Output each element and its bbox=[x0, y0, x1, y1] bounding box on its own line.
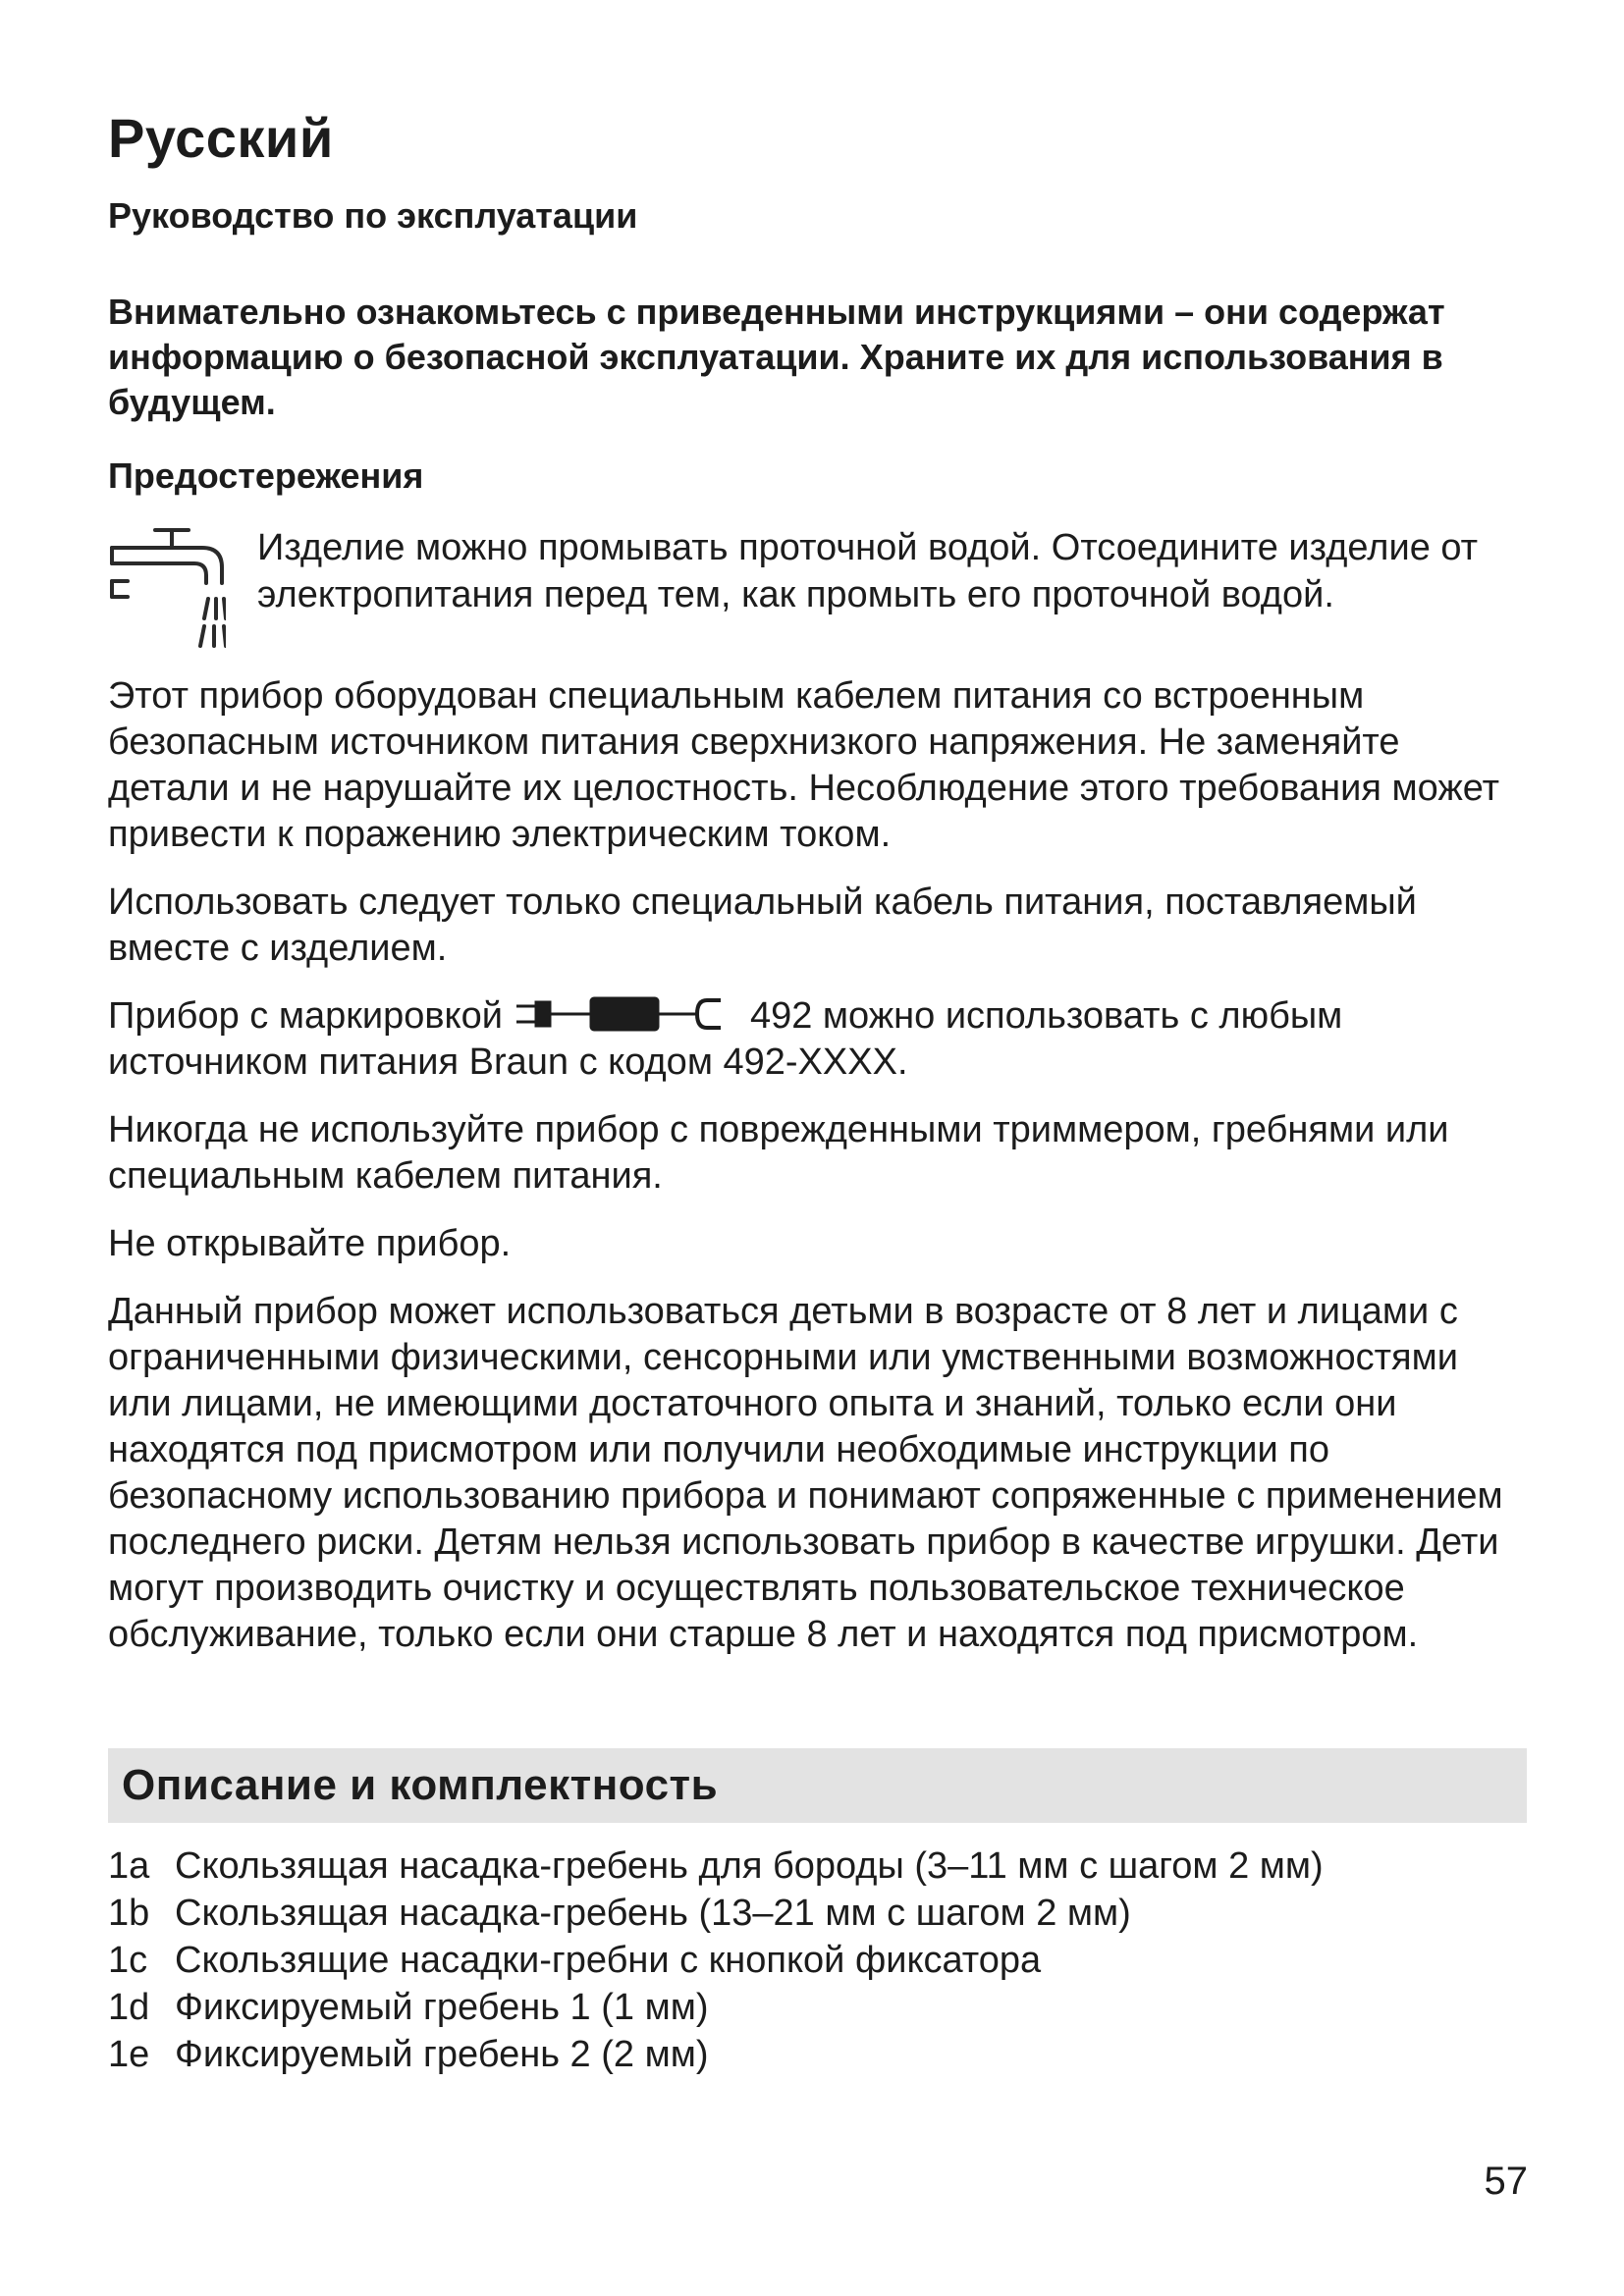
list-item bbox=[108, 1890, 1527, 1937]
part-text: Скользящая насадка-гребень (13–21 мм с шагом 2 мм) bbox=[175, 1892, 1131, 1934]
part-code: 1d bbox=[108, 1986, 150, 2028]
language-title: Русский bbox=[108, 107, 334, 169]
part-code: 1b bbox=[108, 1892, 150, 1934]
marking-text-before: Прибор с маркировкой bbox=[108, 994, 503, 1037]
part-code: 1c bbox=[108, 1939, 148, 1981]
children-paragraph: Данный прибор может использоваться детьми в возрасте от 8 лет и лицами с ограниченными физическими, сенсорными или умственными возможностями или лицами, не имеющими достаточного опыта и знаний, только если они находятся под присмотром или получили необходимые инструкции по безопасному использованию прибора и понимают сопряженные с применением последнего риски. Детям нельзя использовать прибор в качестве игрушки. Дети могут производить очистку и осуществлять пользовательское техническое обслуживание, только если они старше 8 лет и находятся под присмотром. bbox=[108, 1290, 1503, 1655]
part-text: Скользящие насадки-гребни с кнопкой фиксатора bbox=[175, 1939, 1042, 1981]
description-heading: Описание и комплектность bbox=[122, 1760, 719, 1809]
part-text: Фиксируемый гребень 1 (1 мм) bbox=[175, 1986, 709, 2028]
marking-text-after: 492 можно использовать с любым источником питания Braun с кодом 492-XXXX. bbox=[108, 994, 1343, 1083]
parts-list bbox=[108, 1842, 1527, 2078]
power-plug-cable-icon bbox=[514, 994, 740, 1034]
page-number: 57 bbox=[1484, 2160, 1528, 2203]
manual-subtitle: Руководство по эксплуатации bbox=[108, 194, 638, 236]
part-text: Скользящая насадка-гребень для бороды (3–11 мм с шагом 2 мм) bbox=[175, 1844, 1324, 1887]
list-item bbox=[108, 1984, 1527, 2031]
do-not-open-paragraph: Не открывайте прибор. bbox=[108, 1222, 512, 1264]
part-code: 1e bbox=[108, 2033, 150, 2075]
list-item bbox=[108, 1937, 1527, 1984]
warnings-heading: Предостережения bbox=[108, 454, 424, 496]
water-tap-icon bbox=[108, 524, 226, 652]
part-text: Фиксируемый гребень 2 (2 мм) bbox=[175, 2033, 709, 2075]
intro-notice: Внимательно ознакомьтесь с приведенными инструкциями – они содержат информацию о безопасной эксплуатации. Храните их для использования в будущем. bbox=[108, 291, 1445, 422]
water-warning-text: Изделие можно промывать проточной водой. Отсоедините изделие от электропитания перед тем, как промыть его проточной водой. bbox=[257, 526, 1479, 615]
marking-paragraph bbox=[108, 993, 1527, 1086]
damaged-paragraph: Никогда не используйте прибор с поврежденными триммером, гребнями или специальным кабелем питания. bbox=[108, 1108, 1449, 1197]
cable-paragraph: Этот прибор оборудован специальным кабелем питания со встроенным безопасным источником питания сверхнизкого напряжения. Не заменяйте детали и не нарушайте их целостность. Несоблюдение этого требования может привести к поражению электрическим током. bbox=[108, 674, 1500, 855]
list-item bbox=[108, 2031, 1527, 2078]
part-code: 1a bbox=[108, 1844, 150, 1887]
manual-page bbox=[108, 108, 1527, 2078]
only-cable-paragraph: Использовать следует только специальный кабель питания, поставляемый вместе с изделием. bbox=[108, 881, 1417, 969]
description-heading-bar bbox=[108, 1748, 1527, 1823]
list-item bbox=[108, 1842, 1527, 1890]
water-warning bbox=[108, 524, 1527, 652]
